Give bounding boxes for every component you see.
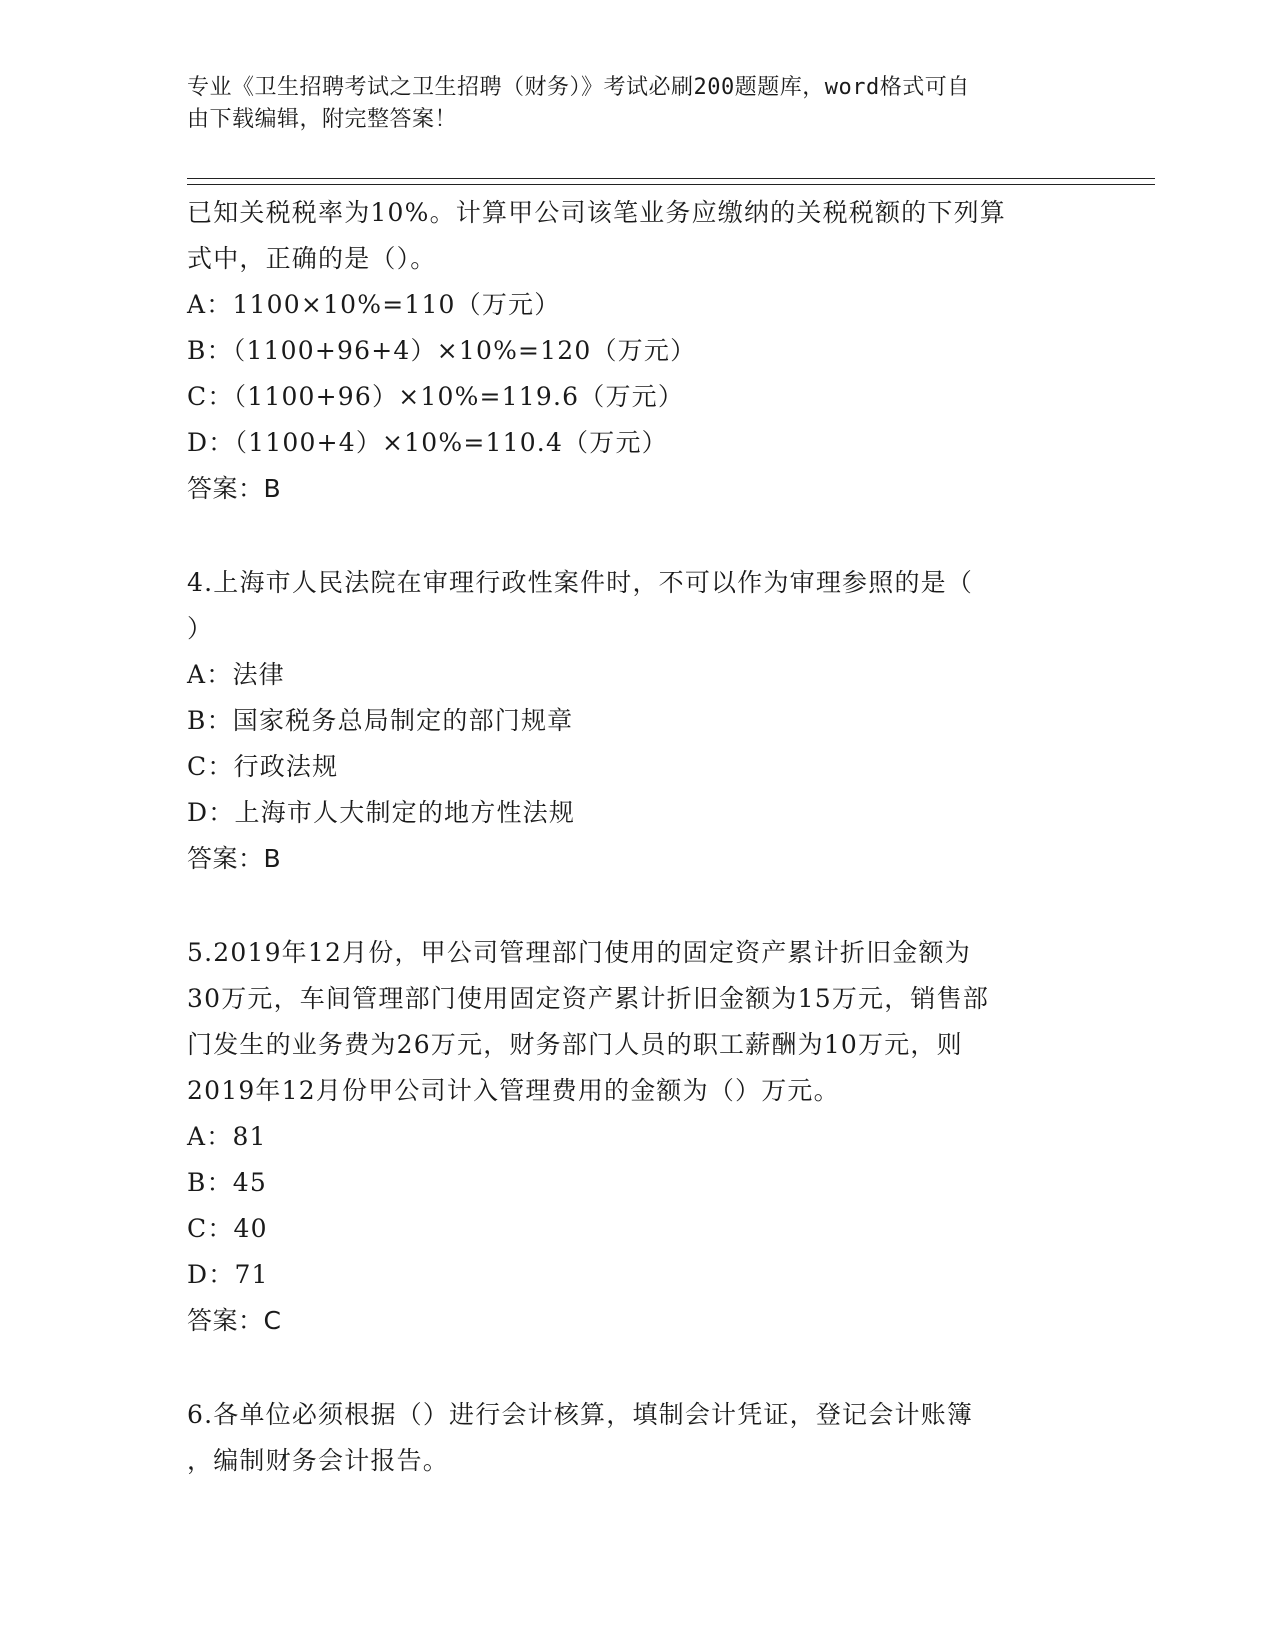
question-5-option-b: B：45	[187, 1168, 267, 1197]
question-3-option-c: C：（1100+96）×10%=119.6（万元）	[187, 382, 685, 411]
question-4-option-b: B：国家税务总局制定的部门规章	[187, 706, 574, 735]
question-list	[187, 190, 1087, 1484]
question-5-text-line-4: 2019年12月份甲公司计入管理费用的金额为（）万元。	[187, 1076, 840, 1105]
question-3-answer: 答案：B	[187, 474, 282, 503]
question-5-text-line-1: 5.2019年12月份，甲公司管理部门使用的固定资产累计折旧金额为	[187, 938, 971, 967]
question-4-option-d: D：上海市人大制定的地方性法规	[187, 798, 576, 827]
spacer	[187, 1344, 1087, 1392]
header-title-line-1: 专业《卫生招聘考试之卫生招聘（财务）》考试必刷200题题库，word格式可自	[187, 75, 970, 100]
question-5-answer: 答案：C	[187, 1306, 282, 1335]
question-3-text-line-2: 式中，正确的是（）。	[187, 244, 437, 273]
question-4-text-line-1: 4.上海市人民法院在审理行政性案件时，不可以作为审理参照的是（	[187, 568, 974, 597]
question-5-option-c: C：40	[187, 1214, 268, 1243]
question-4-option-a: A：法律	[187, 660, 285, 689]
header-rule-top	[187, 178, 1155, 179]
question-5-text-line-3: 门发生的业务费为26万元，财务部门人员的职工薪酬为10万元，则	[187, 1030, 963, 1059]
spacer	[187, 882, 1087, 930]
question-5-option-d: D：71	[187, 1260, 269, 1289]
question-3-option-a: A：1100×10%=110（万元）	[187, 290, 561, 319]
spacer	[187, 512, 1087, 560]
question-6	[187, 1392, 1087, 1484]
question-3	[187, 190, 1087, 512]
question-5-text-line-2: 30万元，车间管理部门使用固定资产累计折旧金额为15万元，销售部	[187, 984, 990, 1013]
question-6-text-line-2: ，编制财务会计报告。	[187, 1446, 450, 1475]
question-3-text-line-1: 已知关税税率为10%。计算甲公司该笔业务应缴纳的关税税额的下列算	[187, 198, 1006, 227]
question-3-option-b: B：（1100+96+4）×10%=120（万元）	[187, 336, 697, 365]
document-header	[187, 72, 1087, 136]
question-3-option-d: D：（1100+4）×10%=110.4（万元）	[187, 428, 668, 457]
question-5-option-a: A：81	[187, 1122, 267, 1151]
question-6-text-line-1: 6.各单位必须根据（）进行会计核算，填制会计凭证，登记会计账簿	[187, 1400, 974, 1429]
header-title-line-2: 由下载编辑，附完整答案！	[187, 107, 458, 132]
question-4	[187, 560, 1087, 882]
question-4-text-line-2: ）	[187, 614, 214, 643]
question-4-answer: 答案：B	[187, 844, 282, 873]
question-5	[187, 930, 1087, 1344]
header-rule-bottom	[187, 184, 1155, 185]
question-4-option-c: C：行政法规	[187, 752, 339, 781]
